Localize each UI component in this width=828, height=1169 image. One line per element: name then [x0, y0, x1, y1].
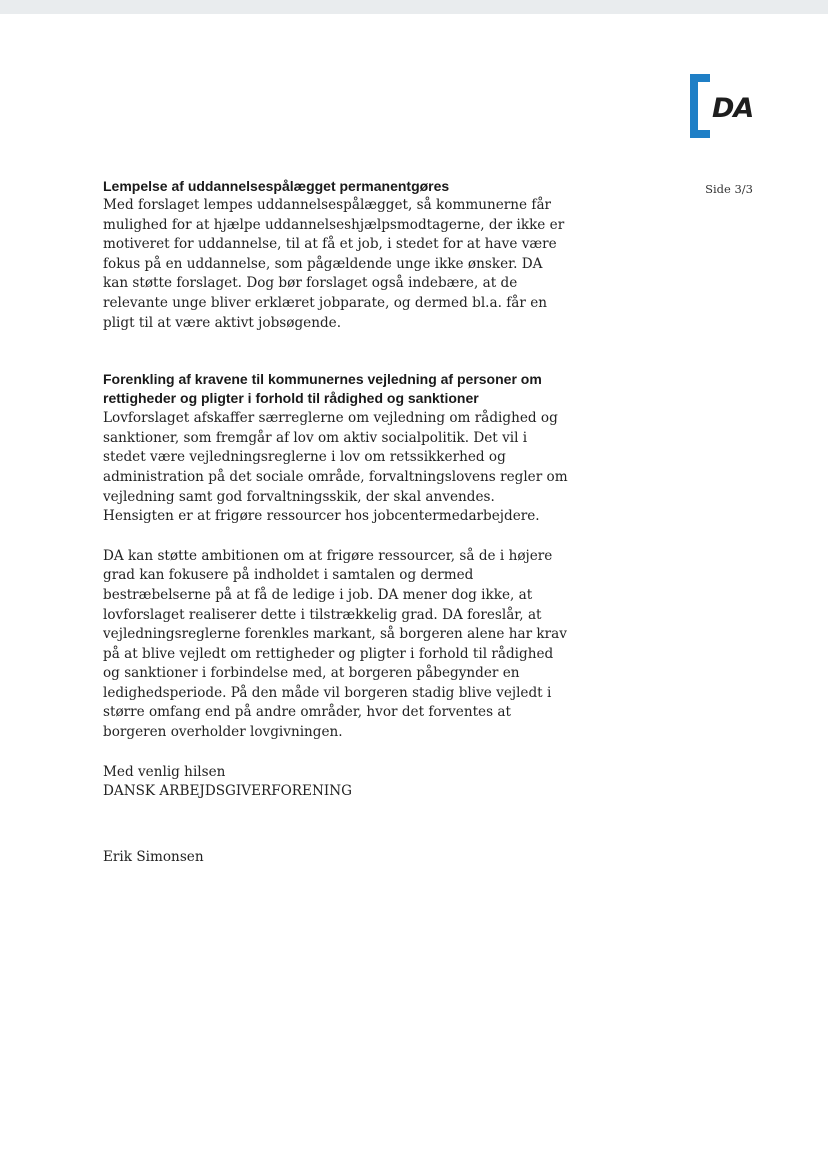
page-number: Side 3/3: [705, 182, 753, 196]
logo-bracket-icon: [690, 74, 710, 138]
scan-edge: [0, 0, 828, 14]
letter-body: [103, 177, 569, 867]
logo-text: DA: [712, 93, 754, 124]
signer-name: Erik Simonsen: [103, 848, 204, 865]
organization-name: DANSK ARBEJDSGIVERFORENING: [103, 783, 352, 800]
section-paragraph: Med forslaget lempes uddannelsespålægget, så kommunerne får mulighed for at hjælpe uddannelseshjælpsmodtagerne, der ikke er motiveret for uddannelse, til at få et job, i stedet for at have være fokus på en uddannelse, som pågældende unge ikke ønsker. DA kan støtte forslaget. Dog bør forslaget også indebære, at de relevante unge bliver erklæret jobparate, og dermed bl.a. får en pligt til at være aktivt jobsøgende.: [103, 197, 565, 331]
signoff: [103, 763, 569, 868]
section-heading: Forenkling af kravene til kommunernes vejledning af personer om rettigheder og pligter i forhold til rådighed og sanktioner: [103, 371, 542, 407]
section-heading: Lempelse af uddannelsespålægget permanentgøres: [103, 178, 450, 194]
greeting: Med venlig hilsen: [103, 763, 226, 780]
section-uddannelsespaalaeg: [103, 177, 569, 333]
da-logo: [690, 74, 756, 144]
section-paragraph: Lovforslaget afskaffer særreglerne om vejledning om rådighed og sanktioner, som fremgår af lov om aktiv socialpolitik. Det vil i stedet være vejledningsreglerne i lov om retssikkerhed og administration på det sociale område, forvaltningslovens regler om vejledning samt god forvaltningsskik, der skal anvendes. Hensigten er at frigøre ressourcer hos jobcentermedarbejdere.: [103, 410, 568, 525]
section-paragraph: DA kan støtte ambitionen om at frigøre ressourcer, så de i højere grad kan fokusere på indholdet i samtalen og dermed bestræbelserne på at få de ledige i job. DA mener dog ikke, at lovforslaget realiserer dette i tilstrækkelig grad. DA foreslår, at vejledningsreglerne forenkles markant, så borgeren alene har krav på at blive vejledt om rettigheder og pligter i forhold til rådighed og sanktioner i forbindelse med, at borgeren påbegynder en ledighedsperiode. På den måde vil borgeren stadig blive vejledt i større omfang end på andre områder, hvor det forventes at borgeren overholder lovgivningen.: [103, 547, 567, 741]
section-vejledning: [103, 370, 569, 743]
